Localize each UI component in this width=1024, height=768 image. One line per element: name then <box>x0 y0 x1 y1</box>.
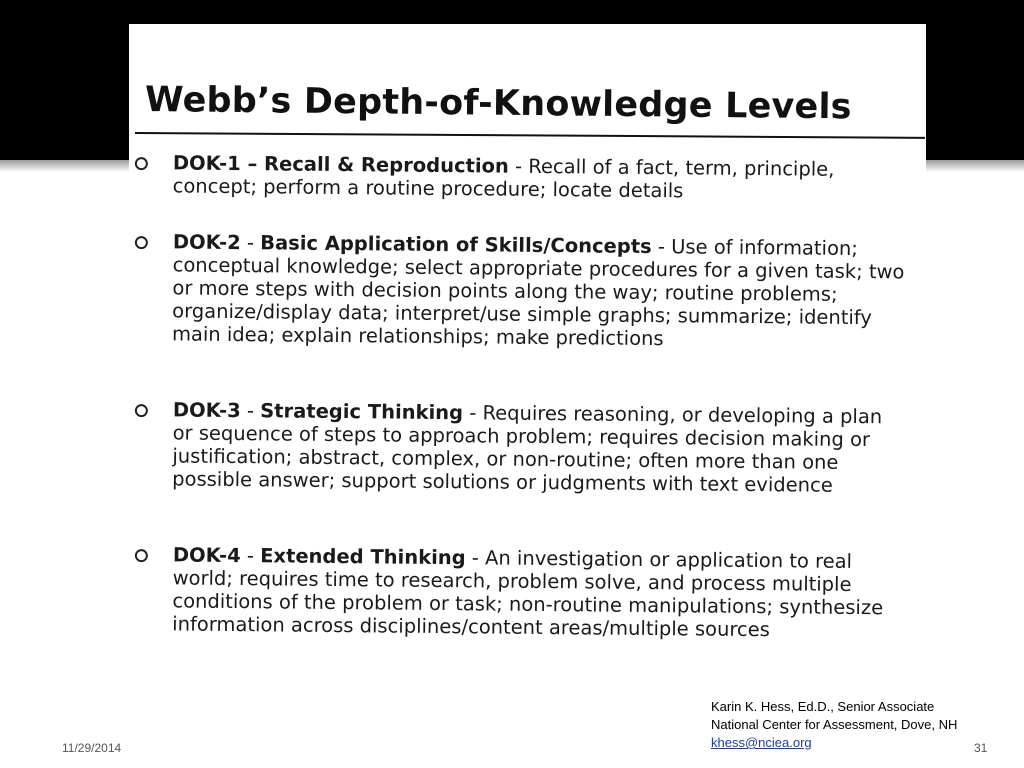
dok-separator: - <box>240 544 261 568</box>
author-credit <box>711 698 957 752</box>
dok-name: Extended Thinking <box>260 544 466 570</box>
footer-date: 11/29/2014 <box>62 741 122 755</box>
dok-description: - Use of information; conceptual knowledge; select appropriate procedures for a given task; two or more steps with decision points along the way; routine problems; organize/display data; interpret/use simple graphs; summarize; identify main idea; explain relationships; make predictions <box>171 235 905 351</box>
bullet-circle-icon <box>135 549 148 562</box>
dok-item-3 <box>129 398 926 497</box>
dok-item-text <box>172 543 908 642</box>
dok-separator: – <box>240 152 265 176</box>
dok-level: DOK-1 <box>172 151 241 176</box>
dok-item-text <box>172 398 908 497</box>
dok-separator: - <box>240 399 261 423</box>
credit-email-link[interactable]: khess@nciea.org <box>711 735 812 750</box>
dok-level: DOK-4 <box>172 543 241 568</box>
dok-level: DOK-3 <box>172 398 241 423</box>
bullet-circle-icon <box>135 404 148 417</box>
title-underline <box>135 132 925 139</box>
dok-item-text <box>173 151 908 204</box>
credit-author: Karin K. Hess, Ed.D., Senior Associate <box>711 699 935 714</box>
credit-organization: National Center for Assessment, Dove, NH <box>711 717 958 732</box>
dok-separator: - <box>240 231 261 255</box>
dok-item-text <box>172 230 908 352</box>
dok-description: - Recall of a fact, term, principle, concept; perform a routine procedure; locate details <box>172 154 835 203</box>
bullet-circle-icon <box>135 157 148 170</box>
page-number: 31 <box>974 741 988 755</box>
dok-item-2 <box>129 230 926 351</box>
dok-name: Recall & Reproduction <box>263 152 509 178</box>
dok-item-4 <box>129 543 926 642</box>
dok-item-1 <box>129 151 926 203</box>
dok-level: DOK-2 <box>172 230 241 255</box>
dok-name: Basic Application of Skills/Concepts <box>260 231 652 259</box>
dok-description: - An investigation or application to real world; requires time to research, problem solve, and process multiple conditions of the problem or task; non-routine manipulations; synthesize information across disciplines/content areas/multiple sources <box>172 546 884 642</box>
slide-title: Webb’s Depth-of-Knowledge Levels <box>144 80 852 128</box>
bullet-circle-icon <box>135 236 148 249</box>
dok-name: Strategic Thinking <box>260 399 464 425</box>
scanned-document <box>129 24 926 668</box>
dok-description: - Requires reasoning, or developing a plan or sequence of steps to approach problem; requires decision making or justification; abstract, complex, or non-routine; often more than one possible answer; support solutions or judgments with text evidence <box>172 401 883 497</box>
